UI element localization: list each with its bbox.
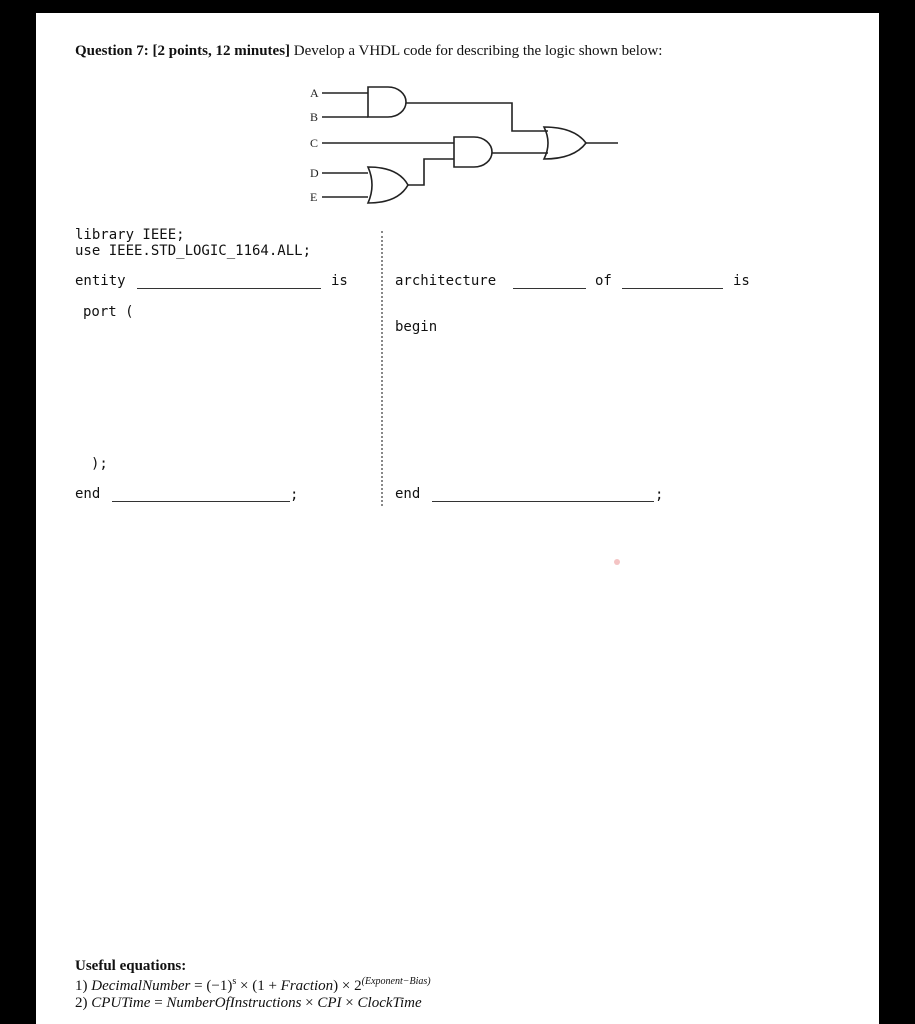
eq2-number: 2) xyxy=(75,995,88,1011)
worksheet-page xyxy=(36,13,879,1024)
question-label: Question 7: xyxy=(75,43,149,59)
eq1-rhs: = (−1) xyxy=(194,978,233,994)
entity-keyword: entity xyxy=(75,273,126,289)
stray-mark xyxy=(614,559,620,565)
begin-keyword: begin xyxy=(395,319,438,335)
library-line: library IEEE; xyxy=(75,227,185,243)
input-label-c: C xyxy=(310,136,319,150)
eq2-lhs: CPUTime xyxy=(91,995,151,1011)
architecture-end-blank[interactable] xyxy=(432,501,654,502)
port-close: ); xyxy=(91,456,108,472)
and-gate-c xyxy=(454,137,492,167)
entity-is-keyword: is xyxy=(331,273,348,289)
architecture-keyword: architecture xyxy=(395,273,497,289)
architecture-entity-blank[interactable] xyxy=(622,288,723,289)
or-gate-final xyxy=(544,127,586,159)
entity-end-blank[interactable] xyxy=(112,501,290,502)
port-keyword: port ( xyxy=(83,304,134,320)
question-text: Develop a VHDL code for describing the logic shown below: xyxy=(293,43,663,59)
eq2-times-2: × xyxy=(341,995,358,1011)
architecture-end-keyword: end xyxy=(395,486,421,502)
equation-2 xyxy=(75,995,422,1012)
of-keyword: of xyxy=(595,273,612,289)
eq2-clocktime: ClockTime xyxy=(357,995,422,1011)
and-gate-ab xyxy=(368,87,406,117)
entity-end-keyword: end xyxy=(75,486,101,502)
wire-or1-out xyxy=(408,159,454,185)
entity-end-semicolon: ; xyxy=(290,487,299,503)
equation-1 xyxy=(75,976,431,995)
use-line: use IEEE.STD_LOGIC_1164.ALL; xyxy=(75,243,312,259)
input-label-b: B xyxy=(310,110,319,124)
eq1-fraction: Fraction xyxy=(280,978,334,994)
eq1-mid: × (1 + xyxy=(236,978,281,994)
eq2-cpi: CPI xyxy=(317,995,342,1011)
equations-title: Useful equations: xyxy=(75,958,187,974)
input-label-a: A xyxy=(310,86,319,100)
column-divider xyxy=(381,231,383,506)
eq2-equals: = xyxy=(150,995,167,1011)
architecture-end-semicolon: ; xyxy=(655,487,664,503)
question-points: [2 points, 12 minutes] xyxy=(152,43,291,59)
eq1-lhs: DecimalNumber xyxy=(91,978,191,994)
eq2-times-1: × xyxy=(301,995,318,1011)
question-header xyxy=(75,43,662,60)
eq1-number: 1) xyxy=(75,978,88,994)
eq1-tail: ) × 2 xyxy=(333,978,362,994)
architecture-name-blank[interactable] xyxy=(513,288,586,289)
architecture-is-keyword: is xyxy=(733,273,750,289)
entity-name-blank[interactable] xyxy=(137,288,321,289)
or-gate-de xyxy=(368,167,408,203)
wire-and1-out xyxy=(406,103,548,131)
eq1-sup: s xyxy=(232,976,237,987)
input-label-e: E xyxy=(310,190,318,204)
eq1-exponent: (Exponent−Bias) xyxy=(361,976,431,987)
logic-circuit-diagram xyxy=(296,83,656,213)
input-label-d: D xyxy=(310,166,319,180)
eq2-instructions: NumberOfInstructions xyxy=(166,995,302,1011)
